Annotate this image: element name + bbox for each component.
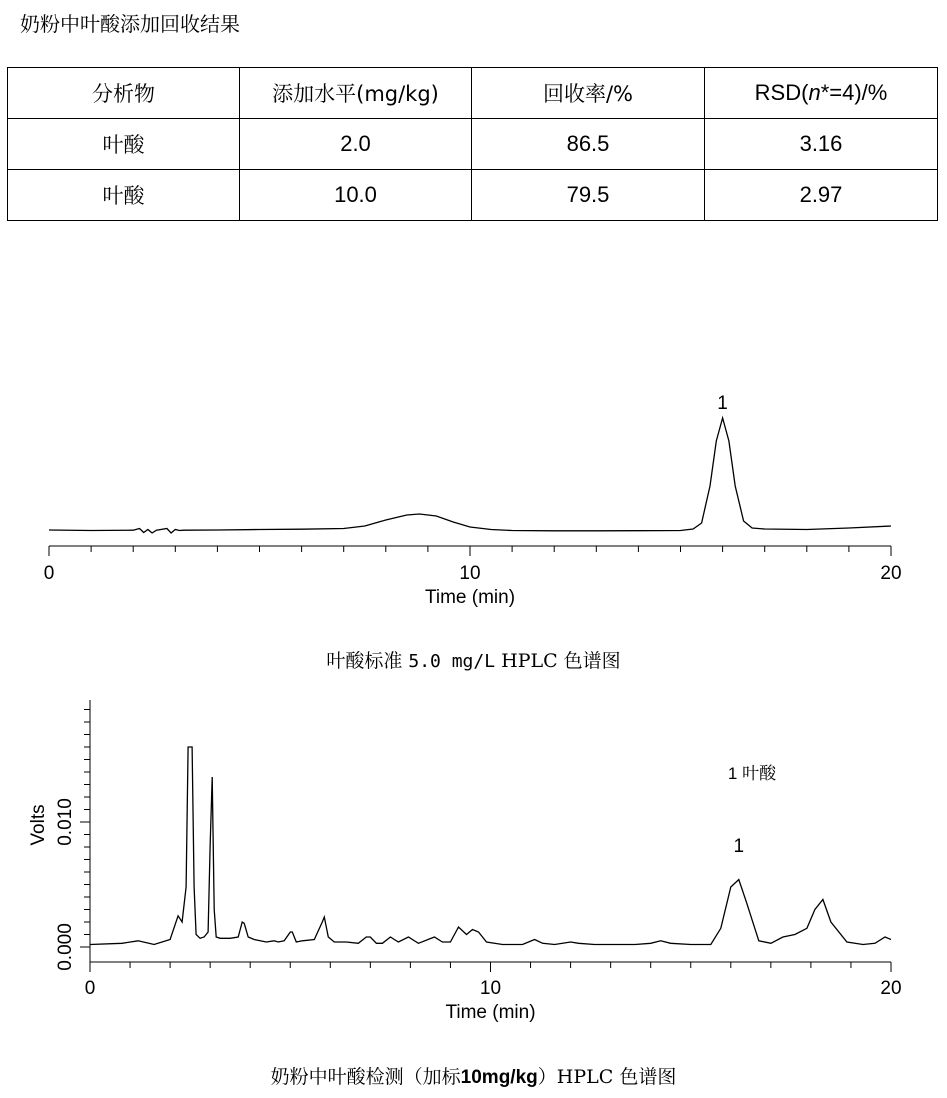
table-header-cell: 添加水平(mg/kg) [240, 68, 472, 119]
table-cell-level: 2.0 [240, 119, 472, 170]
peak-label: 1 [717, 393, 728, 414]
caption-suffix: HPLC 色谱图 [501, 650, 621, 672]
caption-prefix: 叶酸标准 [326, 650, 403, 672]
chromatogram-standard [0, 390, 947, 620]
caption-suffix: ）HPLC 色谱图 [537, 1066, 677, 1088]
table-row [8, 119, 938, 170]
x-tick-label: 20 [880, 563, 902, 584]
y-axis-title: Volts [28, 804, 49, 846]
chart2-caption [0, 1062, 947, 1089]
x-axis-title: Time (min) [424, 587, 516, 608]
table-cell-rsd: 2.97 [705, 170, 938, 221]
chart1-caption [0, 646, 947, 673]
chromatogram-trace [49, 418, 891, 533]
legend-text: 1 叶酸 [727, 764, 777, 783]
rsd-n-symbol: n [808, 80, 821, 105]
table-cell-rsd: 3.16 [705, 119, 938, 170]
x-tick-label: 10 [479, 978, 502, 999]
y-tick-label: 0.010 [55, 798, 76, 846]
caption-bold-amount: 10mg/kg [460, 1067, 538, 1088]
table-cell-analyte: 叶酸 [8, 119, 240, 170]
table-cell-level: 10.0 [240, 170, 472, 221]
table-header-cell: RSD(n*=4)/% [705, 68, 938, 119]
peak-label: 1 [733, 836, 745, 857]
table-cell-analyte: 叶酸 [8, 170, 240, 221]
x-tick-label: 0 [43, 563, 55, 584]
table-row [8, 170, 938, 221]
x-tick-label: 0 [84, 978, 96, 999]
x-tick-label: 10 [459, 563, 481, 584]
caption-concentration: 5.0 mg/L [408, 651, 496, 672]
y-tick-label: 0.000 [55, 923, 76, 971]
caption-prefix: 奶粉中叶酸检测（加标 [270, 1066, 461, 1088]
table-cell-recovery: 86.5 [472, 119, 705, 170]
document-title: 奶粉中叶酸添加回收结果 [20, 12, 240, 36]
table-header-cell: 分析物 [8, 68, 240, 119]
chromatogram-milk-powder [0, 695, 947, 1035]
table-header-cell: 回收率/% [472, 68, 705, 119]
table-cell-recovery: 79.5 [472, 170, 705, 221]
recovery-table [7, 67, 938, 221]
table-header-row [8, 68, 938, 119]
x-tick-label: 20 [880, 978, 902, 999]
x-axis-title: Time (min) [445, 1002, 536, 1023]
